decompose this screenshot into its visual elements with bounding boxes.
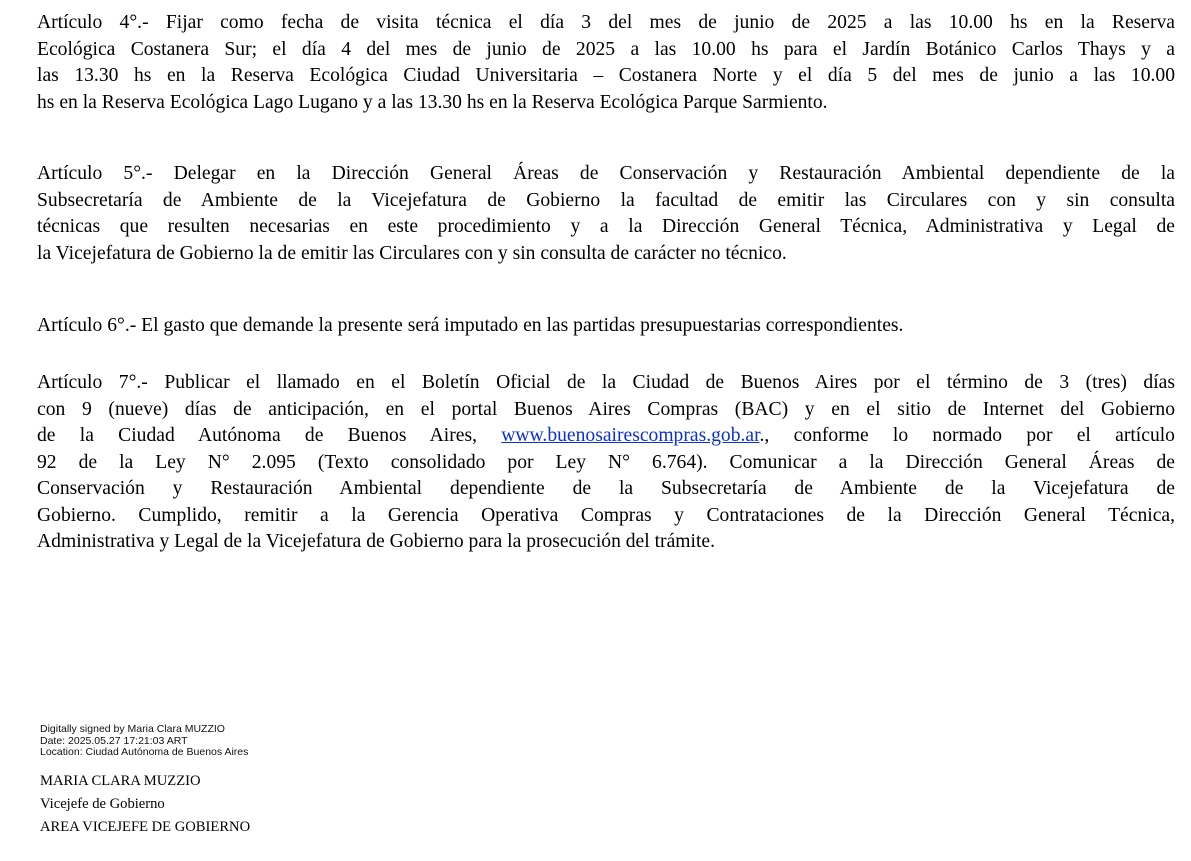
article-4-line: Artículo 4°.- Fijar como fecha de visita técnica el día 3 del mes de junio de 2025 a las 10.00 hs en la Reserva (37, 12, 1175, 33)
article-7-line: Conservación y Restauración Ambiental dependiente de la Subsecretaría de Ambiente de la Vicejefatura de (37, 478, 1175, 499)
article-6 (37, 313, 1175, 340)
signature-location-text: Location: Ciudad Autónoma de Buenos Aires (40, 746, 249, 758)
article-7-line: con 9 (nueve) días de anticipación, en el portal Buenos Aires Compras (BAC) y en el sitio de Internet del Gobierno (37, 398, 1175, 420)
article-7-line: 92 de la Ley N° 2.095 (Texto consolidado por Ley N° 6.764). Comunicar a la Dirección General Áreas de (37, 451, 1175, 473)
article-4-line: las 13.30 hs en la Reserva Ecológica Ciudad Universitaria – Costanera Norte y el día 5 del mes de junio a las 10.00 (37, 65, 1175, 86)
article-7-text-before-link: de la Ciudad Autónoma de Buenos Aires, (37, 425, 502, 446)
signer-area: AREA VICEJEFE DE GOBIERNO (40, 819, 251, 835)
signed-by-text: Digitally signed by Maria Clara MUZZIO (40, 723, 225, 735)
article-7-text-after-link: ., conforme lo normado por el artículo (759, 425, 1175, 446)
article-5-line: técnicas que resulten necesarias en este procedimiento y a la Dirección General Técnica, Administrativa y Legal de (37, 216, 1175, 237)
signer-position: Vicejefe de Gobierno (40, 796, 165, 812)
signature-date-text: Date: 2025.05.27 17:21:03 ART (40, 734, 188, 747)
article-7-line: Administrativa y Legal de la Vicejefatura de Gobierno para la prosecución del trámite. (37, 531, 715, 552)
article-5-line: Subsecretaría de Ambiente de la Vicejefatura de Gobierno la facultad de emitir las Circulares con y sin consulta (37, 189, 1175, 211)
article-5 (37, 161, 1175, 267)
article-7 (37, 370, 1175, 556)
article-4 (37, 10, 1175, 116)
article-5-line: Artículo 5°.- Delegar en la Dirección General Áreas de Conservación y Restauración Ambiental dependiente de la (37, 163, 1175, 184)
signer-block (40, 770, 250, 839)
digital-signature-stamp (40, 724, 248, 759)
signer-name: MARIA CLARA MUZZIO (40, 773, 201, 789)
article-4-line: Ecológica Costanera Sur; el día 4 del mes de junio de 2025 a las 10.00 hs para el Jardín Botánico Carlos Thays y a (37, 38, 1175, 60)
article-5-line: la Vicejefatura de Gobierno la de emitir las Circulares con y sin consulta de carácter no técnico. (37, 242, 787, 264)
article-6-line: Artículo 6°.- El gasto que demande la presente será imputado en las partidas presupuestarias correspondientes. (37, 315, 904, 336)
buenos-aires-compras-link[interactable]: www.buenosairescompras.gob.ar (501, 425, 760, 446)
article-7-line: Artículo 7°.- Publicar el llamado en el Boletín Oficial de la Ciudad de Buenos Aires por el término de 3 (tres) días (37, 372, 1175, 393)
article-7-line: Gobierno. Cumplido, remitir a la Gerencia Operativa Compras y Contrataciones de la Dirección General Técnica, (37, 504, 1175, 526)
article-7-line-with-link (37, 423, 1175, 450)
article-4-line: hs en la Reserva Ecológica Lago Lugano y a las 13.30 hs en la Reserva Ecológica Parque Sarmiento. (37, 91, 828, 113)
